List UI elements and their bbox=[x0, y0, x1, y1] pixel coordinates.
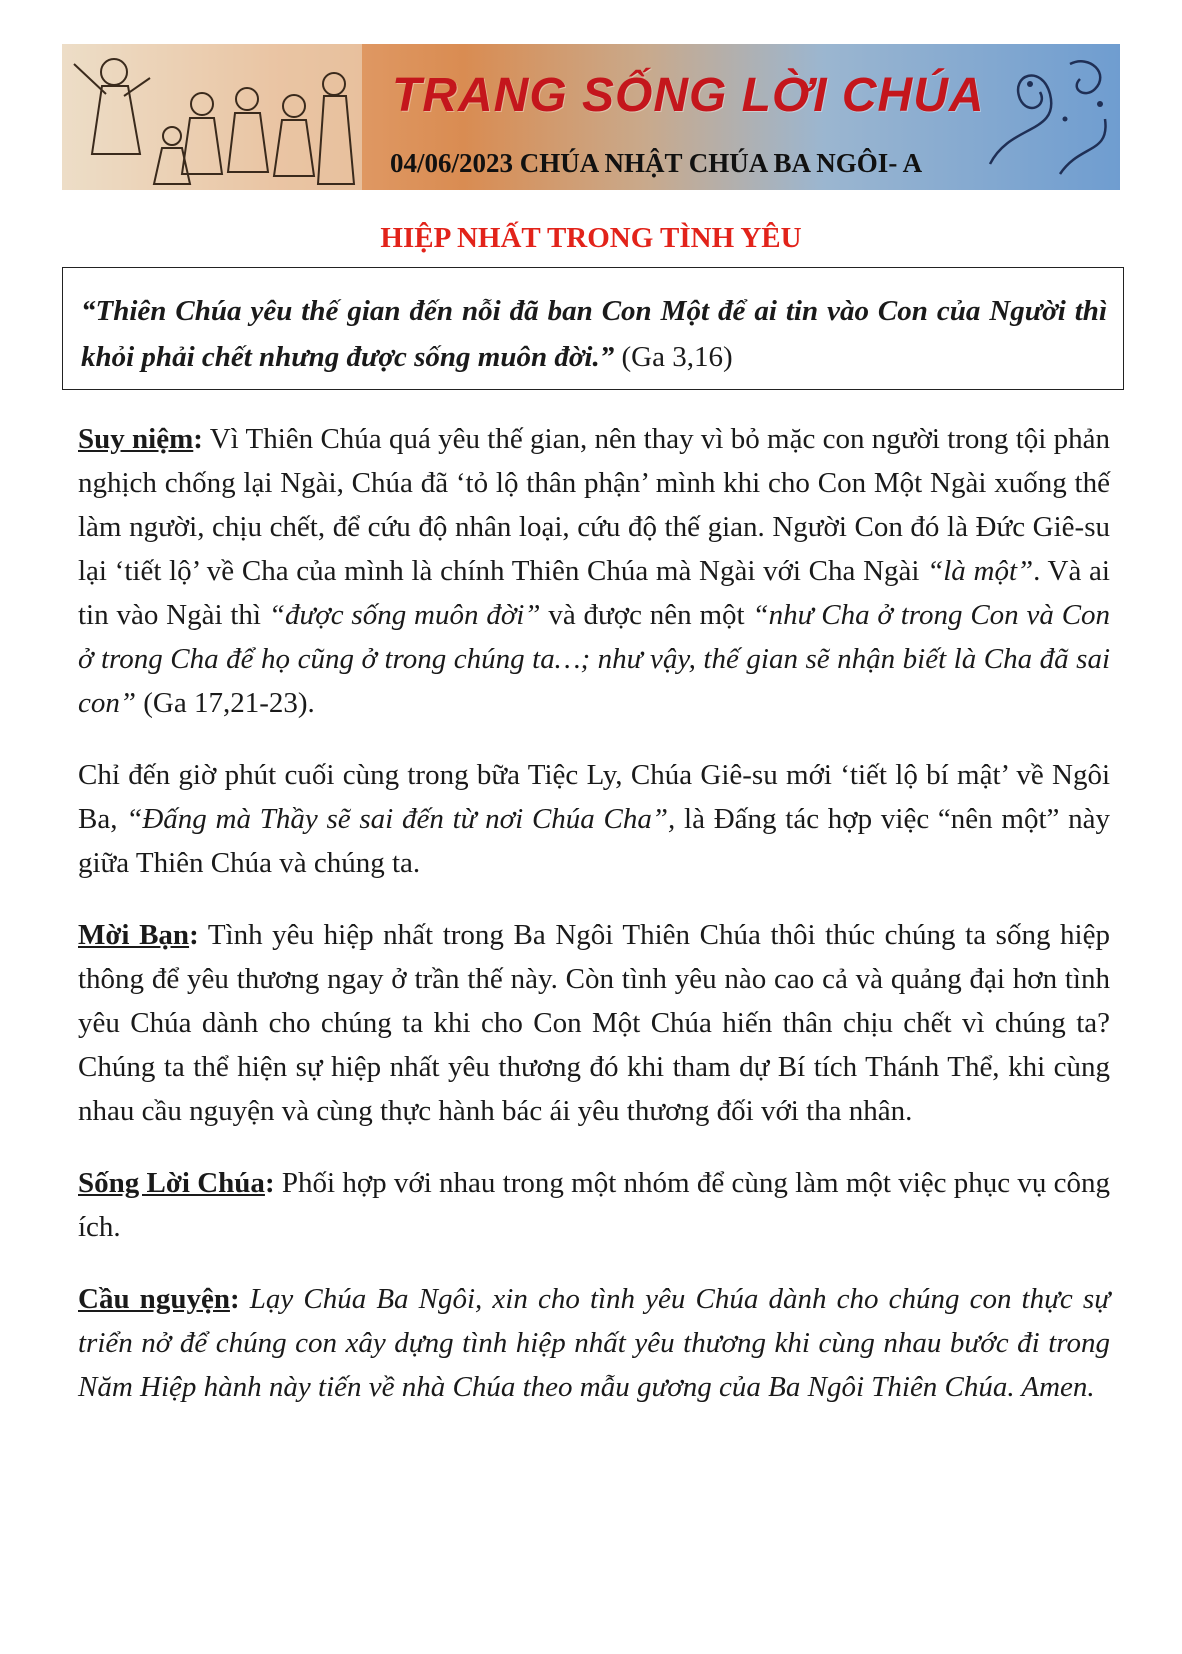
cau-nguyen-label: Cầu nguyện bbox=[78, 1283, 230, 1315]
suy-niem-label: Suy niệm bbox=[78, 423, 194, 455]
song-loi-chua-text: Phối hợp với nhau trong một nhóm để cùng làm một việc phục vụ công ích. bbox=[78, 1167, 1111, 1243]
suy-niem-text-4: (Ga 17,21-23). bbox=[143, 687, 315, 719]
decorative-swirl-icon bbox=[970, 44, 1120, 190]
suy-niem-text-1: Vì Thiên Chúa quá yêu thế gian, nên thay vì bỏ mặc con người trong tội phản nghịch chống lại Ngài, Chúa đã ‘tỏ lộ thân phận’ mình khi cho Con Một Ngài xuống thế làm người, chịu chết, để cứu độ nhân loại, cứu độ thế gian. Người Con đó là Đức Giê-su lại ‘tiết lộ’ về Cha của mình là chính Thiên Chúa mà Ngài với Cha Ngài bbox=[78, 423, 1110, 587]
cau-nguyen-paragraph: Cầu nguyện: Lạy Chúa Ba Ngôi, xin cho tình yêu Chúa dành cho chúng con thực sự triển nở để chúng con xây dựng tình hiệp nhất yêu thương khi cùng nhau bước đi trong Năm Hiệp hành này tiến về nhà Chúa theo mẫu gương của Ba Ngôi Thiên Chúa. Amen. bbox=[78, 1283, 1111, 1403]
para2-italic-1: “Đấng mà Thầy sẽ sai đến từ nơi Chúa Cha”, bbox=[126, 803, 676, 835]
suy-niem-paragraph: Suy niệm: Vì Thiên Chúa quá yêu thế gian, nên thay vì bỏ mặc con người trong tội phản nghịch chống lại Ngài, Chúa đã ‘tỏ lộ thân phận’ mình khi cho Con Một Ngài xuống thế làm người, chịu chết, để cứu độ nhân loại, cứu độ thế gian. Người Con đó là Đức Giê-su lại ‘tiết lộ’ về Cha của mình là chính Thiên Chúa mà Ngài với Cha Ngài “là một”. Và ai tin vào Ngài thì “được sống muôn đời” và được nên một “như Cha ở trong Con và Con ở trong Cha để họ cũng ở trong chúng ta…; như vậy, thế gian sẽ nhận biết là Cha đã sai con” (Ga 17,21-23). bbox=[78, 423, 1111, 719]
page-title: HIỆP NHẤT TRONG TÌNH YÊU bbox=[380, 222, 802, 254]
suy-niem-text-3: và được nên một bbox=[548, 599, 745, 631]
banner-title: TRANG SỐNG LỜI CHÚA bbox=[392, 69, 985, 122]
banner-date-line: 04/06/2023 CHÚA NHẬT CHÚA BA NGÔI- A bbox=[390, 148, 923, 178]
reflection-content bbox=[78, 417, 1110, 1437]
scripture-reference: (Ga 3,16) bbox=[621, 341, 733, 373]
header-banner bbox=[62, 44, 1120, 190]
suy-niem-italic-3: “như Cha ở trong Con và Con ở trong Cha để họ cũng ở trong chúng ta…; như vậy, thế gian sẽ nhận biết là Cha đã sai con” bbox=[78, 599, 1111, 719]
suy-niem-italic-2: “được sống muôn đời” bbox=[268, 599, 541, 631]
scripture-quote-text: “Thiên Chúa yêu thế gian đến nỗi đã ban Con Một để ai tin vào Con của Người thì khỏi phải chết nhưng được sống muôn đời.” bbox=[81, 295, 1107, 373]
moi-ban-paragraph: Mời Bạn: Tình yêu hiệp nhất trong Ba Ngôi Thiên Chúa thôi thúc chúng ta sống hiệp thông để yêu thương ngay ở trần thế này. Còn tình yêu nào cao cả và quảng đại hơn tình yêu Chúa dành cho chúng ta khi cho Con Một Chúa hiến thân chịu chết vì chúng ta? Chúng ta thể hiện sự hiệp nhất yêu thương đó khi tham dự Bí tích Thánh Thể, khi cùng nhau cầu nguyện và cùng thực hành bác ái yêu thương đối với tha nhân. bbox=[78, 919, 1110, 1127]
tiec-ly-paragraph bbox=[78, 753, 1110, 885]
suy-niem-italic-1: “là một” bbox=[927, 555, 1034, 587]
song-loi-chua-label: Sống Lời Chúa bbox=[78, 1167, 265, 1199]
cau-nguyen-text: Lạy Chúa Ba Ngôi, xin cho tình yêu Chúa dành cho chúng con thực sự triển nở để chúng con xây dựng tình hiệp nhất yêu thương khi cùng nhau bước đi trong Năm Hiệp hành này tiến về nhà Chúa theo mẫu gương của Ba Ngôi Thiên Chúa. Amen. bbox=[78, 1283, 1111, 1403]
jesus-teaching-illustration bbox=[62, 44, 362, 190]
moi-ban-label: Mời Bạn bbox=[78, 919, 190, 951]
para2-text-1: Chỉ đến giờ phút cuối cùng trong bữa Tiệc Ly, Chúa Giê-su mới ‘tiết lộ bí mật’ về Ngôi Ba, bbox=[78, 759, 1110, 835]
para2-text-2: là Đấng tác hợp việc “nên một” này giữa Thiên Chúa và chúng ta. bbox=[78, 803, 1111, 879]
song-loi-chua-paragraph: Sống Lời Chúa: Phối hợp với nhau trong một nhóm để cùng làm một việc phục vụ công ích. bbox=[78, 1167, 1111, 1243]
scripture-quote-box bbox=[62, 267, 1124, 390]
suy-niem-text-2: . Và ai tin vào Ngài thì bbox=[78, 555, 1110, 631]
moi-ban-text: Tình yêu hiệp nhất trong Ba Ngôi Thiên Chúa thôi thúc chúng ta sống hiệp thông để yêu thương ngay ở trần thế này. Còn tình yêu nào cao cả và quảng đại hơn tình yêu Chúa dành cho chúng ta khi cho Con Một Chúa hiến thân chịu chết vì chúng ta? Chúng ta thể hiện sự hiệp nhất yêu thương đó khi tham dự Bí tích Thánh Thể, khi cùng nhau cầu nguyện và cùng thực hành bác ái yêu thương đối với tha nhân. bbox=[78, 919, 1110, 1127]
